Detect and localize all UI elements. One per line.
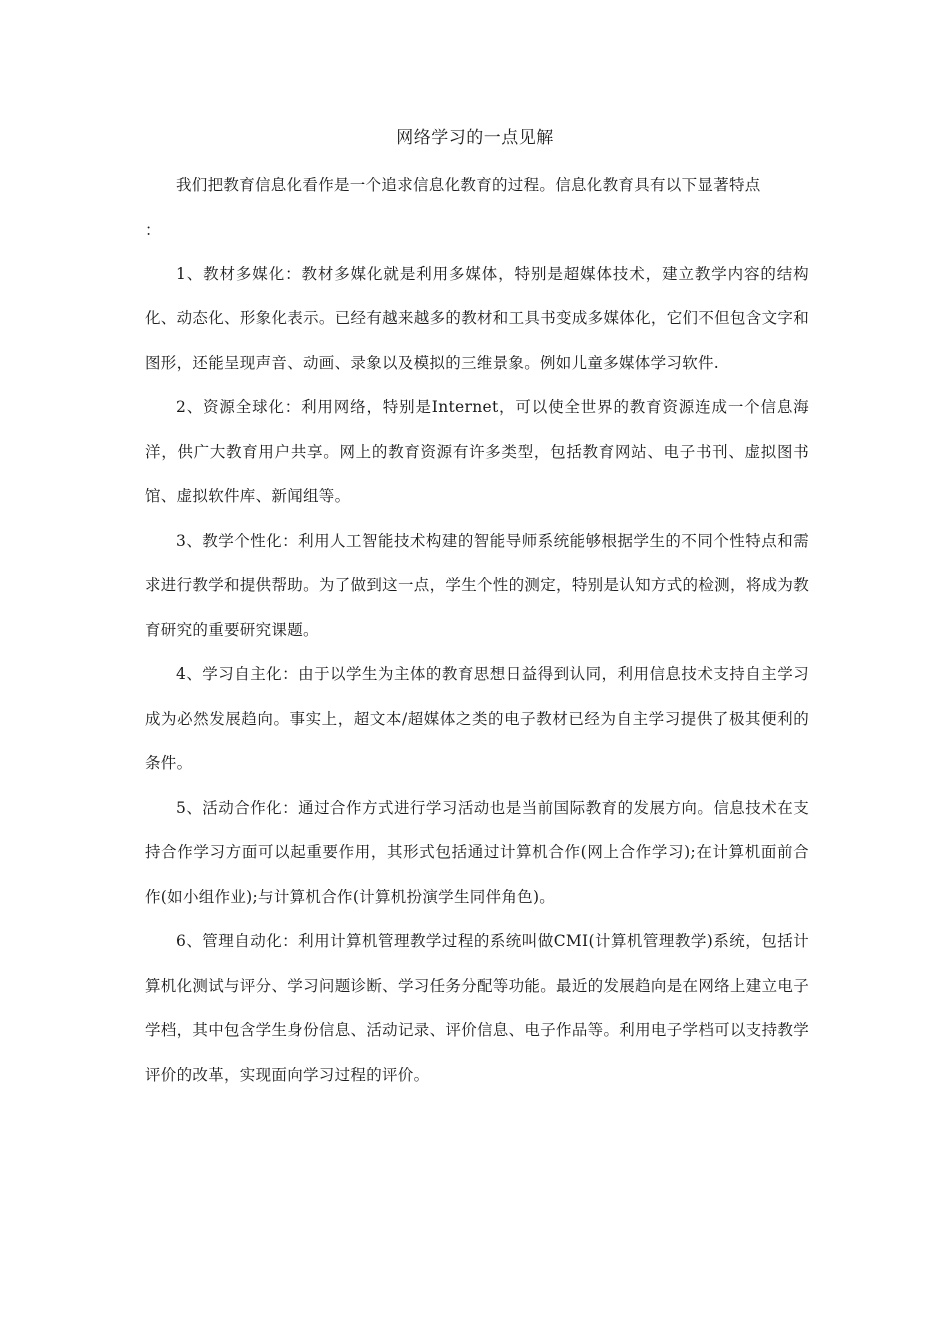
intro-colon: ：: [145, 220, 161, 239]
list-item-3: 3、教学个性化：利用人工智能技术构建的智能导师系统能够根据学生的不同个性特点和需求进行教学和提供帮助。为了做到这一点，学生个性的测定，特别是认知方式的检测，将成为教育研究的重要研究课题。: [145, 531, 809, 639]
list-item-4: 4、学习自主化：由于以学生为主体的教育思想日益得到认同，利用信息技术支持自主学习成为必然发展趋向。事实上，超文本/超媒体之类的电子教材已经为自主学习提供了极其便利的条件。: [145, 665, 809, 772]
intro-paragraph: 我们把教育信息化看作是一个追求信息化教育的过程。信息化教育具有以下显著特点: [176, 176, 761, 194]
list-item-6: 6、管理自动化：利用计算机管理教学过程的系统叫做CMI(计算机管理教学)系统，包括计算机化测试与评分、学习问题诊断、学习任务分配等功能。最近的发展趋向是在网络上建立电子学档，其中包含学生身份信息、活动记录、评价信息、电子作品等。利用电子学档可以支持教学评价的改革，实现面向学习过程的评价。: [145, 932, 809, 1084]
document-title: 网络学习的一点见解: [396, 128, 554, 148]
list-item-2: 2、资源全球化：利用网络，特别是Internet，可以使全世界的教育资源连成一个信息海洋，供广大教育用户共享。网上的教育资源有许多类型，包括教育网站、电子书刊、虚拟图书馆、虚拟软件库、新闻组等。: [145, 398, 809, 505]
list-item-1: 1、教材多媒化：教材多媒化就是利用多媒体，特别是超媒体技术，建立教学内容的结构化、动态化、形象化表示。已经有越来越多的教材和工具书变成多媒体化，它们不但包含文字和图形，还能呈现声音、动画、录象以及模拟的三维景象。例如儿童多媒体学习软件.: [145, 264, 809, 372]
list-item-5: 5、活动合作化：通过合作方式进行学习活动也是当前国际教育的发展方向。信息技术在支持合作学习方面可以起重要作用，其形式包括通过计算机合作(网上合作学习);在计算机面前合作(如小组作业);与计算机合作(计算机扮演学生同伴角色)。: [145, 798, 809, 906]
document-body: [145, 163, 809, 1097]
